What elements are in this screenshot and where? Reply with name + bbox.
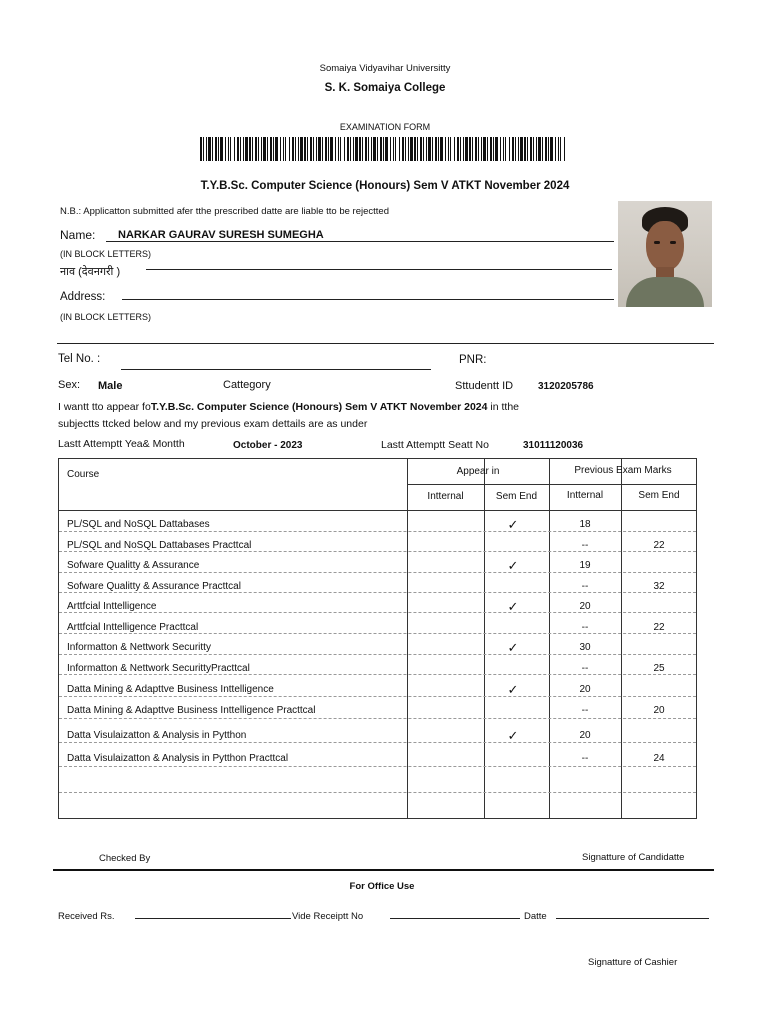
declaration-line-2: subjectts ttcked below and my previous exam dettails are as under: [58, 418, 368, 430]
prev-sem-end-marks: 22: [653, 622, 665, 633]
table-row: [59, 557, 696, 577]
prev-internal-marks: --: [581, 581, 589, 592]
table-row: [59, 681, 696, 701]
prev-internal-marks: --: [581, 663, 589, 674]
address-label: Address:: [60, 291, 106, 303]
vide-receipt-label: Vide Receiptt No: [292, 911, 364, 922]
prev-internal-marks: 30: [579, 642, 591, 653]
address-line-2: [57, 343, 714, 344]
declaration-suffix: in tthe: [490, 401, 520, 413]
college-name: S. K. Somaiya College: [324, 82, 446, 94]
applicant-photo: [618, 201, 712, 307]
course-name: Arttfcial Inttelligence Practtcal: [67, 622, 199, 633]
name-label: Name:: [60, 228, 96, 242]
last-seat-value: 31011120036: [523, 440, 584, 451]
sub-internal: Intternal: [427, 491, 464, 502]
declaration-line-1: [58, 401, 519, 413]
course-name: Datta Mining & Adapttve Business Inttelligence: [67, 684, 274, 695]
prev-internal-marks: 20: [579, 730, 591, 741]
table-row: [59, 639, 696, 659]
name-devanagari-label: नाव (देवनगरी ): [60, 266, 121, 278]
course-name: Informatton & Nettwork Securitty: [67, 642, 211, 653]
course-name: PL/SQL and NoSQL Dattabases Practtcal: [67, 540, 252, 551]
prev-sem-end-marks: 32: [653, 581, 665, 592]
course-name: Informatton & Nettwork SecurittyPracttcal: [67, 663, 250, 674]
course-name: Datta Visulaizatton & Analysis in Pytthon: [67, 730, 247, 741]
prev-internal-marks: 18: [579, 519, 591, 530]
table-row: [59, 516, 696, 536]
student-id-value: 3120205786: [538, 381, 594, 392]
office-use-title: For Office Use: [349, 881, 415, 892]
check-mark-icon: ✓: [507, 640, 519, 655]
col-previous-marks: Previous Exam Marks: [574, 465, 672, 476]
col-appear-in: Appear in: [456, 466, 500, 477]
prev-internal-marks: 20: [579, 684, 591, 695]
name-underline: [106, 241, 614, 242]
table-row: [59, 727, 696, 747]
check-mark-icon: ✓: [507, 517, 519, 532]
sub-sem-end: Sem End: [495, 491, 538, 502]
check-mark-icon: ✓: [507, 728, 519, 743]
last-seat-label: Lastt Attemptt Seatt No: [381, 439, 489, 451]
block-letters-note-2: (IN BLOCK LETTERS): [60, 312, 152, 322]
category-label: Cattegory: [223, 379, 271, 391]
date-underline: [556, 918, 709, 919]
prev-internal-marks: --: [581, 753, 589, 764]
prev-sem-end-marks: 25: [653, 663, 665, 674]
prev-sem-end-marks: 22: [653, 540, 665, 551]
footer-rule: [53, 869, 714, 871]
block-letters-note: (IN BLOCK LETTERS): [60, 249, 152, 259]
declaration-course: T.Y.B.Sc. Computer Science (Honours) Sem V ATKT November 2024: [150, 401, 488, 413]
course-name: PL/SQL and NoSQL Dattabases: [67, 519, 210, 530]
form-title: EXAMINATION FORM: [339, 122, 431, 132]
devanagari-underline: [146, 269, 612, 270]
table-row: [59, 660, 696, 680]
prev-internal-marks: 19: [579, 560, 591, 571]
sub-internal-prev: Intternal: [566, 490, 604, 501]
table-row: [59, 750, 696, 770]
date-label: Datte: [524, 911, 547, 922]
table-row: [59, 702, 696, 722]
course-name: Sofware Qualitty & Assurance: [67, 560, 200, 571]
table-row: [59, 537, 696, 557]
check-mark-icon: ✓: [507, 558, 519, 573]
subjects-table: [58, 458, 697, 819]
signature-candidate: Signatture of Candidatte: [582, 852, 685, 863]
name-value: NARKAR GAURAV SURESH SUMEGHA: [118, 229, 324, 241]
barcode: [200, 137, 566, 161]
prev-internal-marks: --: [581, 622, 589, 633]
checked-by: Checked By: [99, 853, 151, 864]
received-underline: [135, 918, 291, 919]
sub-sem-end-prev: Sem End: [638, 490, 680, 501]
declaration-prefix: I wantt tto appear fo: [58, 401, 151, 413]
last-attempt-label: Lastt Attemptt Yea& Montth: [58, 438, 185, 450]
prev-internal-marks: --: [581, 705, 589, 716]
received-label: Received Rs.: [58, 911, 115, 922]
tel-underline: [121, 369, 431, 370]
course-name: Arttfcial Inttelligence: [67, 601, 157, 612]
sex-value: Male: [98, 380, 123, 392]
course-name: Sofware Qualitty & Assurance Practtcal: [67, 581, 241, 592]
check-mark-icon: ✓: [507, 682, 519, 697]
course-name: Datta Visulaizatton & Analysis in Pytthon Practtcal: [67, 753, 289, 764]
prev-internal-marks: --: [581, 540, 589, 551]
prev-sem-end-marks: 24: [653, 753, 665, 764]
last-attempt-value: October - 2023: [233, 440, 303, 451]
check-mark-icon: ✓: [507, 599, 519, 614]
course-name: Datta Mining & Adapttve Business Inttelligence Practtcal: [67, 705, 316, 716]
student-id-label: Sttudentt ID: [455, 380, 514, 392]
table-row: [59, 578, 696, 598]
address-underline: [122, 299, 614, 300]
rejection-note: N.B.: Applicatton submitted afer tthe prescribed datte are liable tto be rejectted: [60, 206, 389, 217]
pnr-label: PNR:: [459, 354, 487, 366]
prev-internal-marks: 20: [579, 601, 591, 612]
table-row: [59, 598, 696, 618]
sex-label: Sex:: [58, 379, 81, 391]
university-name: Somaiya Vidyavihar Universitty: [319, 63, 451, 74]
signature-cashier: Signatture of Cashier: [588, 957, 678, 968]
table-row: [59, 619, 696, 639]
course-title: T.Y.B.Sc. Computer Science (Honours) Sem V ATKT November 2024: [200, 180, 570, 192]
tel-label: Tel No. :: [58, 353, 101, 365]
prev-sem-end-marks: 20: [653, 705, 665, 716]
col-course: Course: [67, 469, 100, 480]
receipt-underline: [390, 918, 520, 919]
